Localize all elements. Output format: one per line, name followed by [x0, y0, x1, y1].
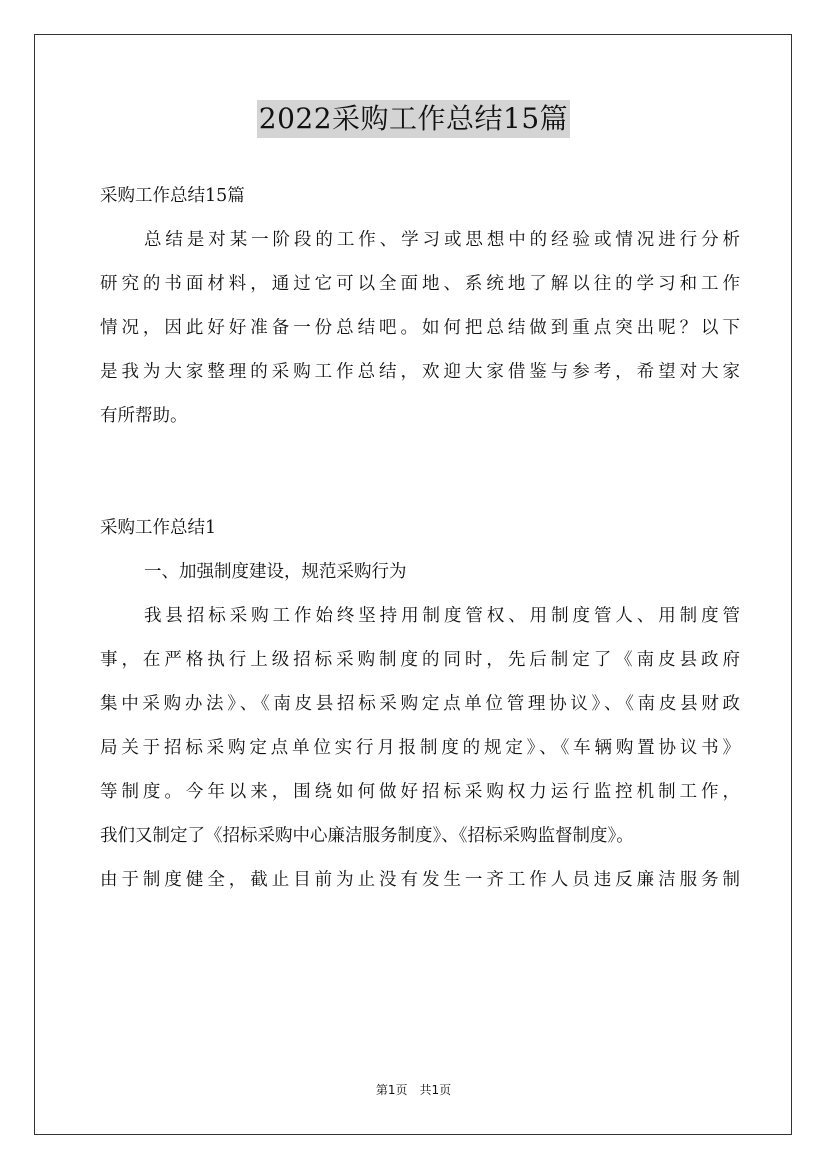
body-line: 由于制度健全，截止目前为止没有发生一齐工作人员违反廉洁服务制: [100, 870, 740, 890]
page-footer: 第1页 共1页: [375, 1083, 452, 1097]
subtitle: 采购工作总结15篇: [100, 186, 245, 206]
intro-paragraph: [100, 218, 740, 438]
intro-line: 有所帮助。: [100, 406, 188, 426]
intro-line: 总结是对某一阶段的工作、学习或思想中的经验或情况进行分析: [144, 230, 740, 250]
intro-line: 是我为大家整理的采购工作总结，欢迎大家借鉴与参考，希望对大家: [100, 362, 740, 382]
intro-line: 研究的书面材料，通过它可以全面地、系统地了解以往的学习和工作: [100, 274, 740, 294]
body-line: 我们又制定了《招标采购中心廉洁服务制度》、《招标采购监督制度》。: [100, 826, 634, 846]
section-title: 采购工作总结1: [100, 518, 217, 538]
intro-line: 情况，因此好好准备一份总结吧。如何把总结做到重点突出呢？以下: [100, 318, 740, 338]
body-line: 事，在严格执行上级招标采购制度的同时，先后制定了《南皮县政府: [100, 650, 740, 670]
section-heading: 一、加强制度建设，规范采购行为: [144, 562, 407, 582]
body-line: 局关于招标采购定点单位实行月报制度的规定》、《车辆购置协议书》: [100, 738, 740, 758]
body-line: 等制度。今年以来，围绕如何做好招标采购权力运行监控机制工作，: [100, 782, 740, 802]
body-line: 集中采购办法》、《南皮县招标采购定点单位管理协议》、《南皮县财政: [100, 694, 740, 714]
body-line: 我县招标采购工作始终坚持用制度管权、用制度管人、用制度管: [144, 606, 740, 626]
body-paragraph: [100, 594, 740, 902]
title-container: [0, 100, 827, 138]
document-title: 2022采购工作总结15篇: [257, 100, 570, 138]
paragraph-spacer: [100, 438, 740, 506]
document-body: [100, 174, 740, 902]
